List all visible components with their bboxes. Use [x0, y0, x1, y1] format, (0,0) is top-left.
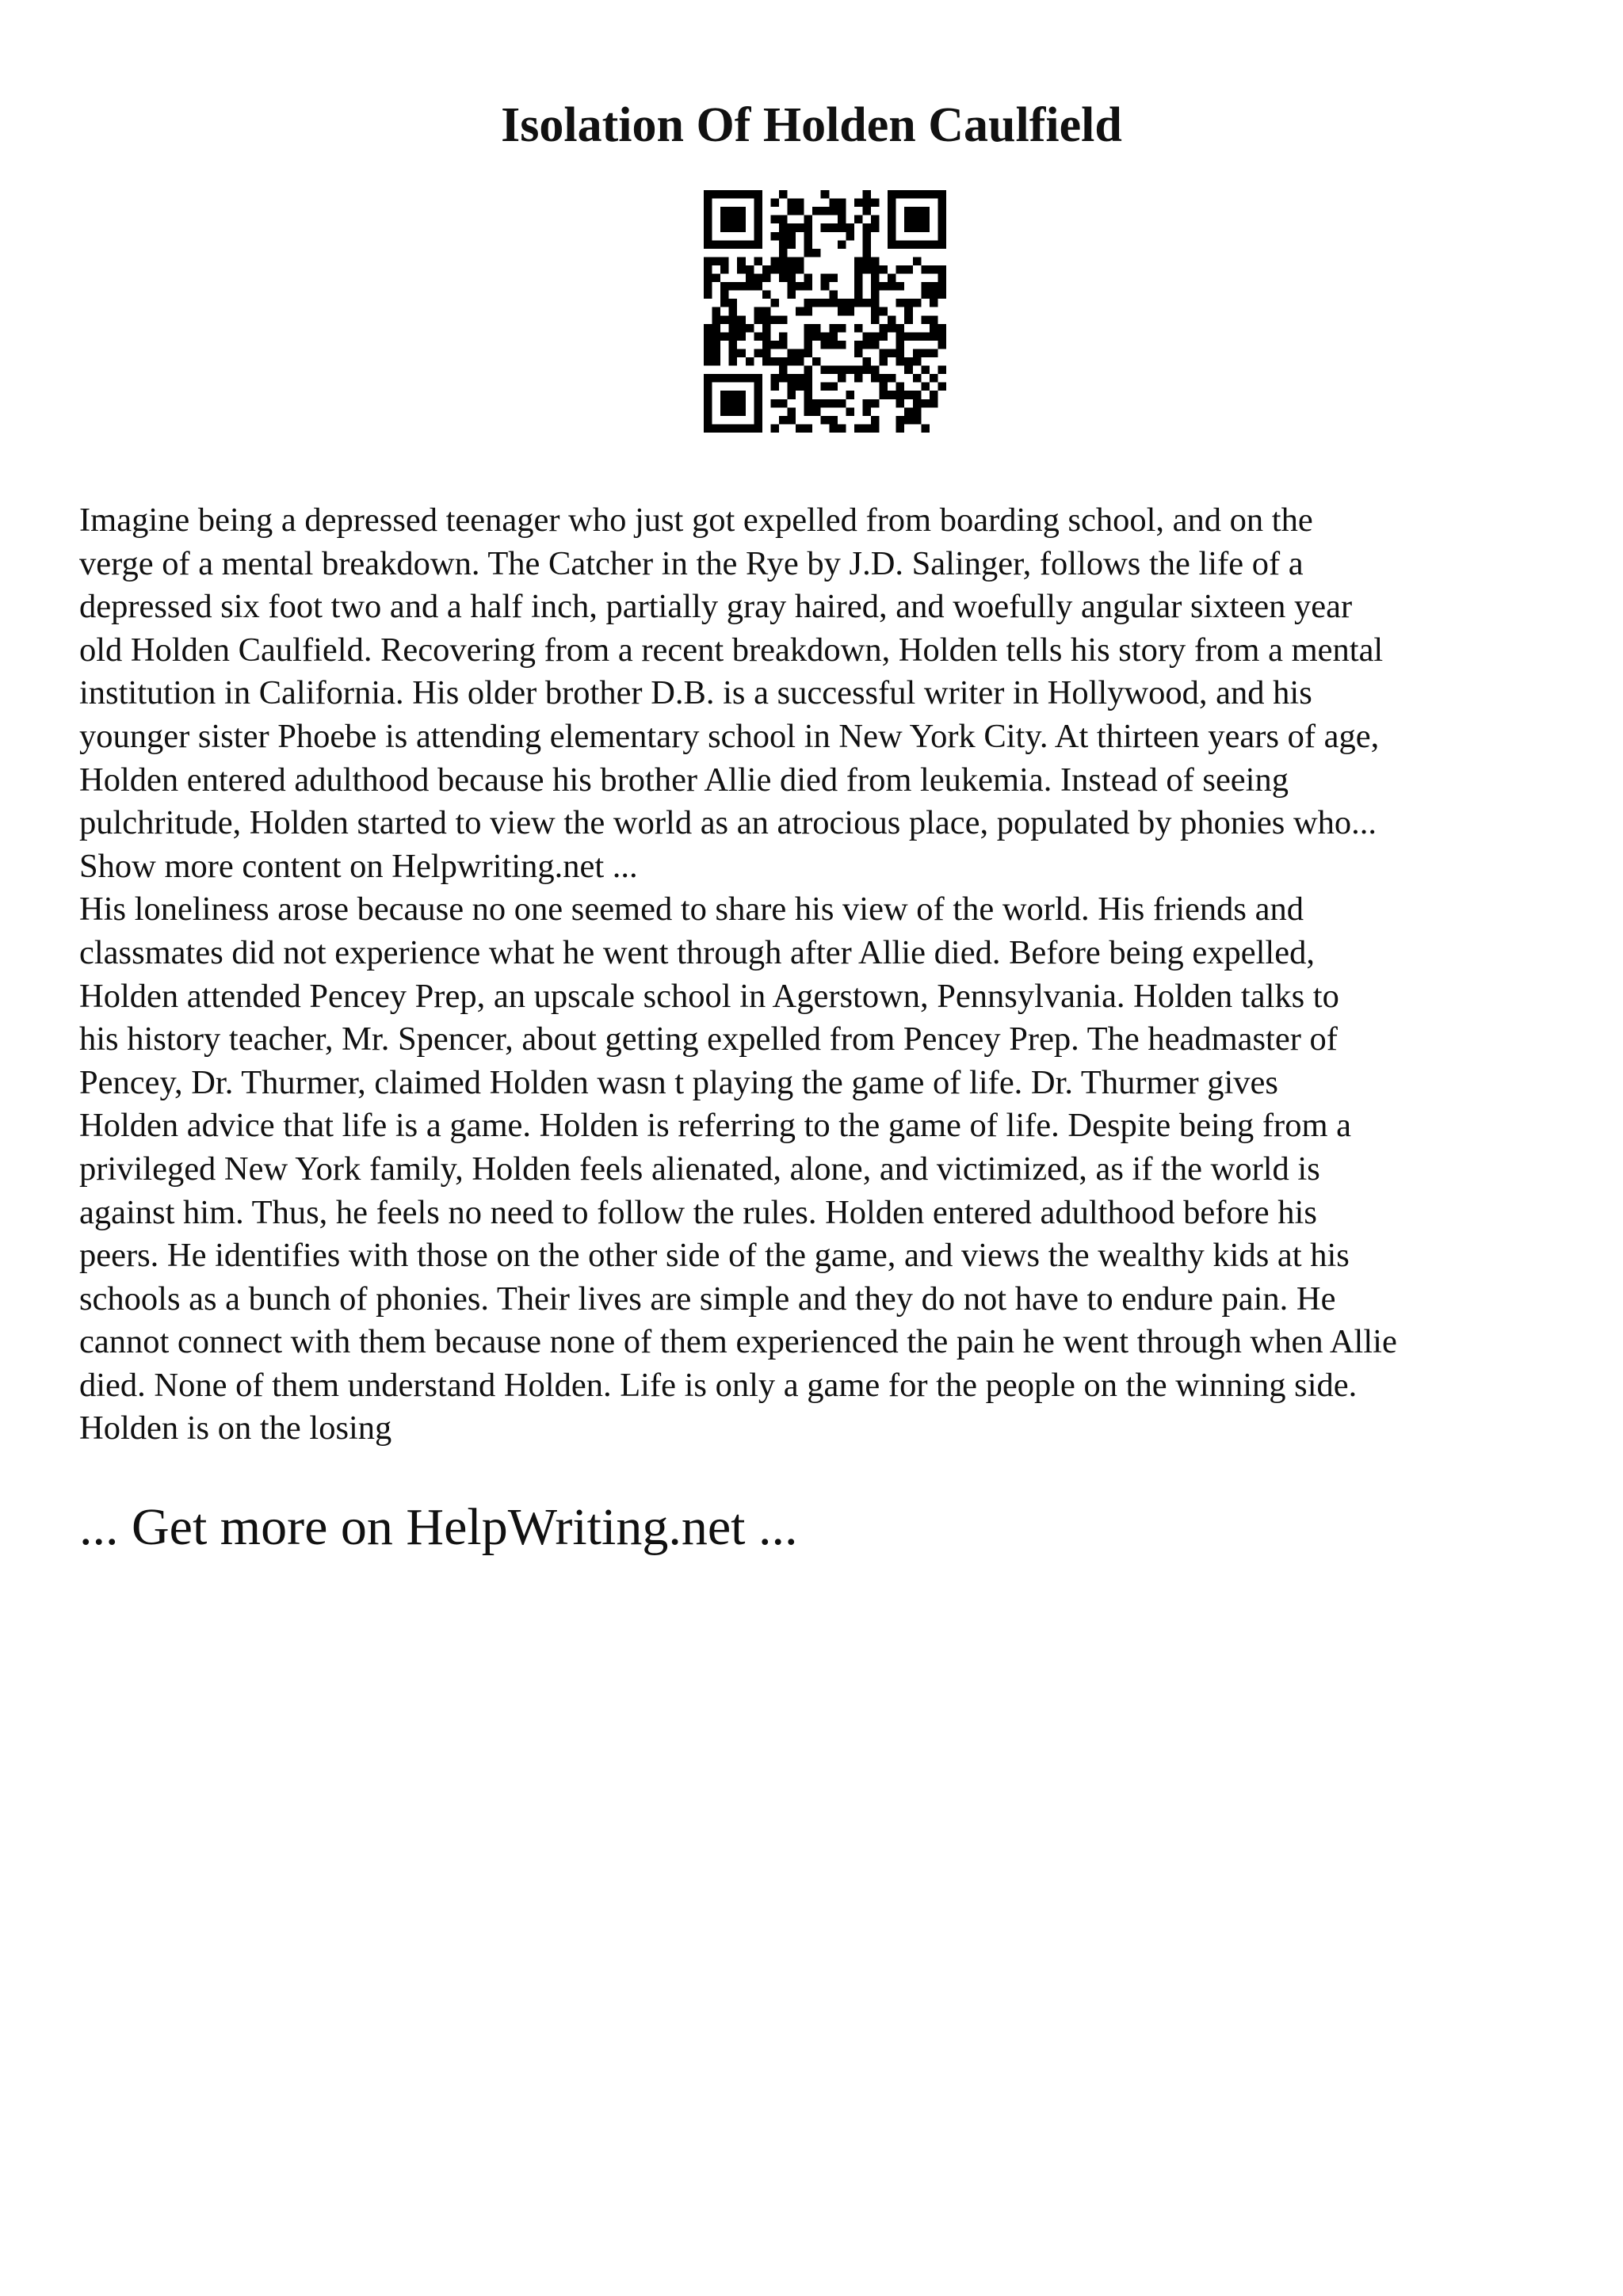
show-more-link[interactable]: Show more content on Helpwriting.net ... [79, 847, 638, 885]
document-title: Isolation Of Holden Caulfield [501, 98, 1122, 152]
text-line: verge of a mental breakdown. The Catcher in the Rye by J.D. Salinger, follows the life of a [79, 544, 1304, 582]
text-line: schools as a bunch of phonies. Their lives are simple and they do not have to endure pain. He [79, 1280, 1336, 1318]
text-line: Holden attended Pencey Prep, an upscale school in Agerstown, Pennsylvania. Holden talks to [79, 977, 1339, 1015]
text-line: His loneliness arose because no one seemed to share his view of the world. His friends and [79, 891, 1304, 929]
text-line: Imagine being a depressed teenager who just got expelled from boarding school, and on the [79, 502, 1313, 539]
essay-paragraph-2 [79, 888, 1553, 1451]
text-line: pulchritude, Holden started to view the world as an atrocious place, populated by phonies who... [79, 804, 1377, 842]
get-more-link[interactable]: ... Get more on HelpWriting.net ... [79, 1498, 798, 1556]
text-line: Holden advice that life is a game. Holden is referring to the game of life. Despite being from a [79, 1107, 1351, 1145]
text-line: depressed six foot two and a half inch, partially gray haired, and woefully angular sixteen year [79, 588, 1353, 626]
text-line: died. None of them understand Holden. Life is only a game for the people on the winning side. [79, 1366, 1358, 1404]
essay-paragraph-1 [79, 499, 1553, 888]
text-line: privileged New York family, Holden feels alienated, alone, and victimized, as if the world is [79, 1150, 1320, 1188]
text-line: peers. He identifies with those on the other side of the game, and views the wealthy kids at his [79, 1237, 1350, 1275]
text-line: classmates did not experience what he went through after Allie died. Before being expelled, [79, 933, 1315, 971]
qr-code-icon [704, 190, 946, 433]
text-line: younger sister Phoebe is attending elementary school in New York City. At thirteen years of age, [79, 717, 1380, 755]
text-line: institution in California. His older brother D.B. is a successful writer in Hollywood, and his [79, 674, 1312, 712]
text-line: old Holden Caulfield. Recovering from a recent breakdown, Holden tells his story from a mental [79, 631, 1384, 669]
text-line: cannot connect with them because none of them experienced the pain he went through when Allie [79, 1323, 1397, 1361]
text-line: Holden is on the losing [79, 1409, 392, 1447]
text-line: against him. Thus, he feels no need to follow the rules. Holden entered adulthood before his [79, 1193, 1317, 1231]
text-line: his history teacher, Mr. Spencer, about getting expelled from Pencey Prep. The headmaster of [79, 1020, 1338, 1058]
text-line: Pencey, Dr. Thurmer, claimed Holden wasn t playing the game of life. Dr. Thurmer gives [79, 1063, 1278, 1101]
text-line: Holden entered adulthood because his brother Allie died from leukemia. Instead of seeing [79, 761, 1289, 799]
essay-body [79, 499, 1553, 1451]
